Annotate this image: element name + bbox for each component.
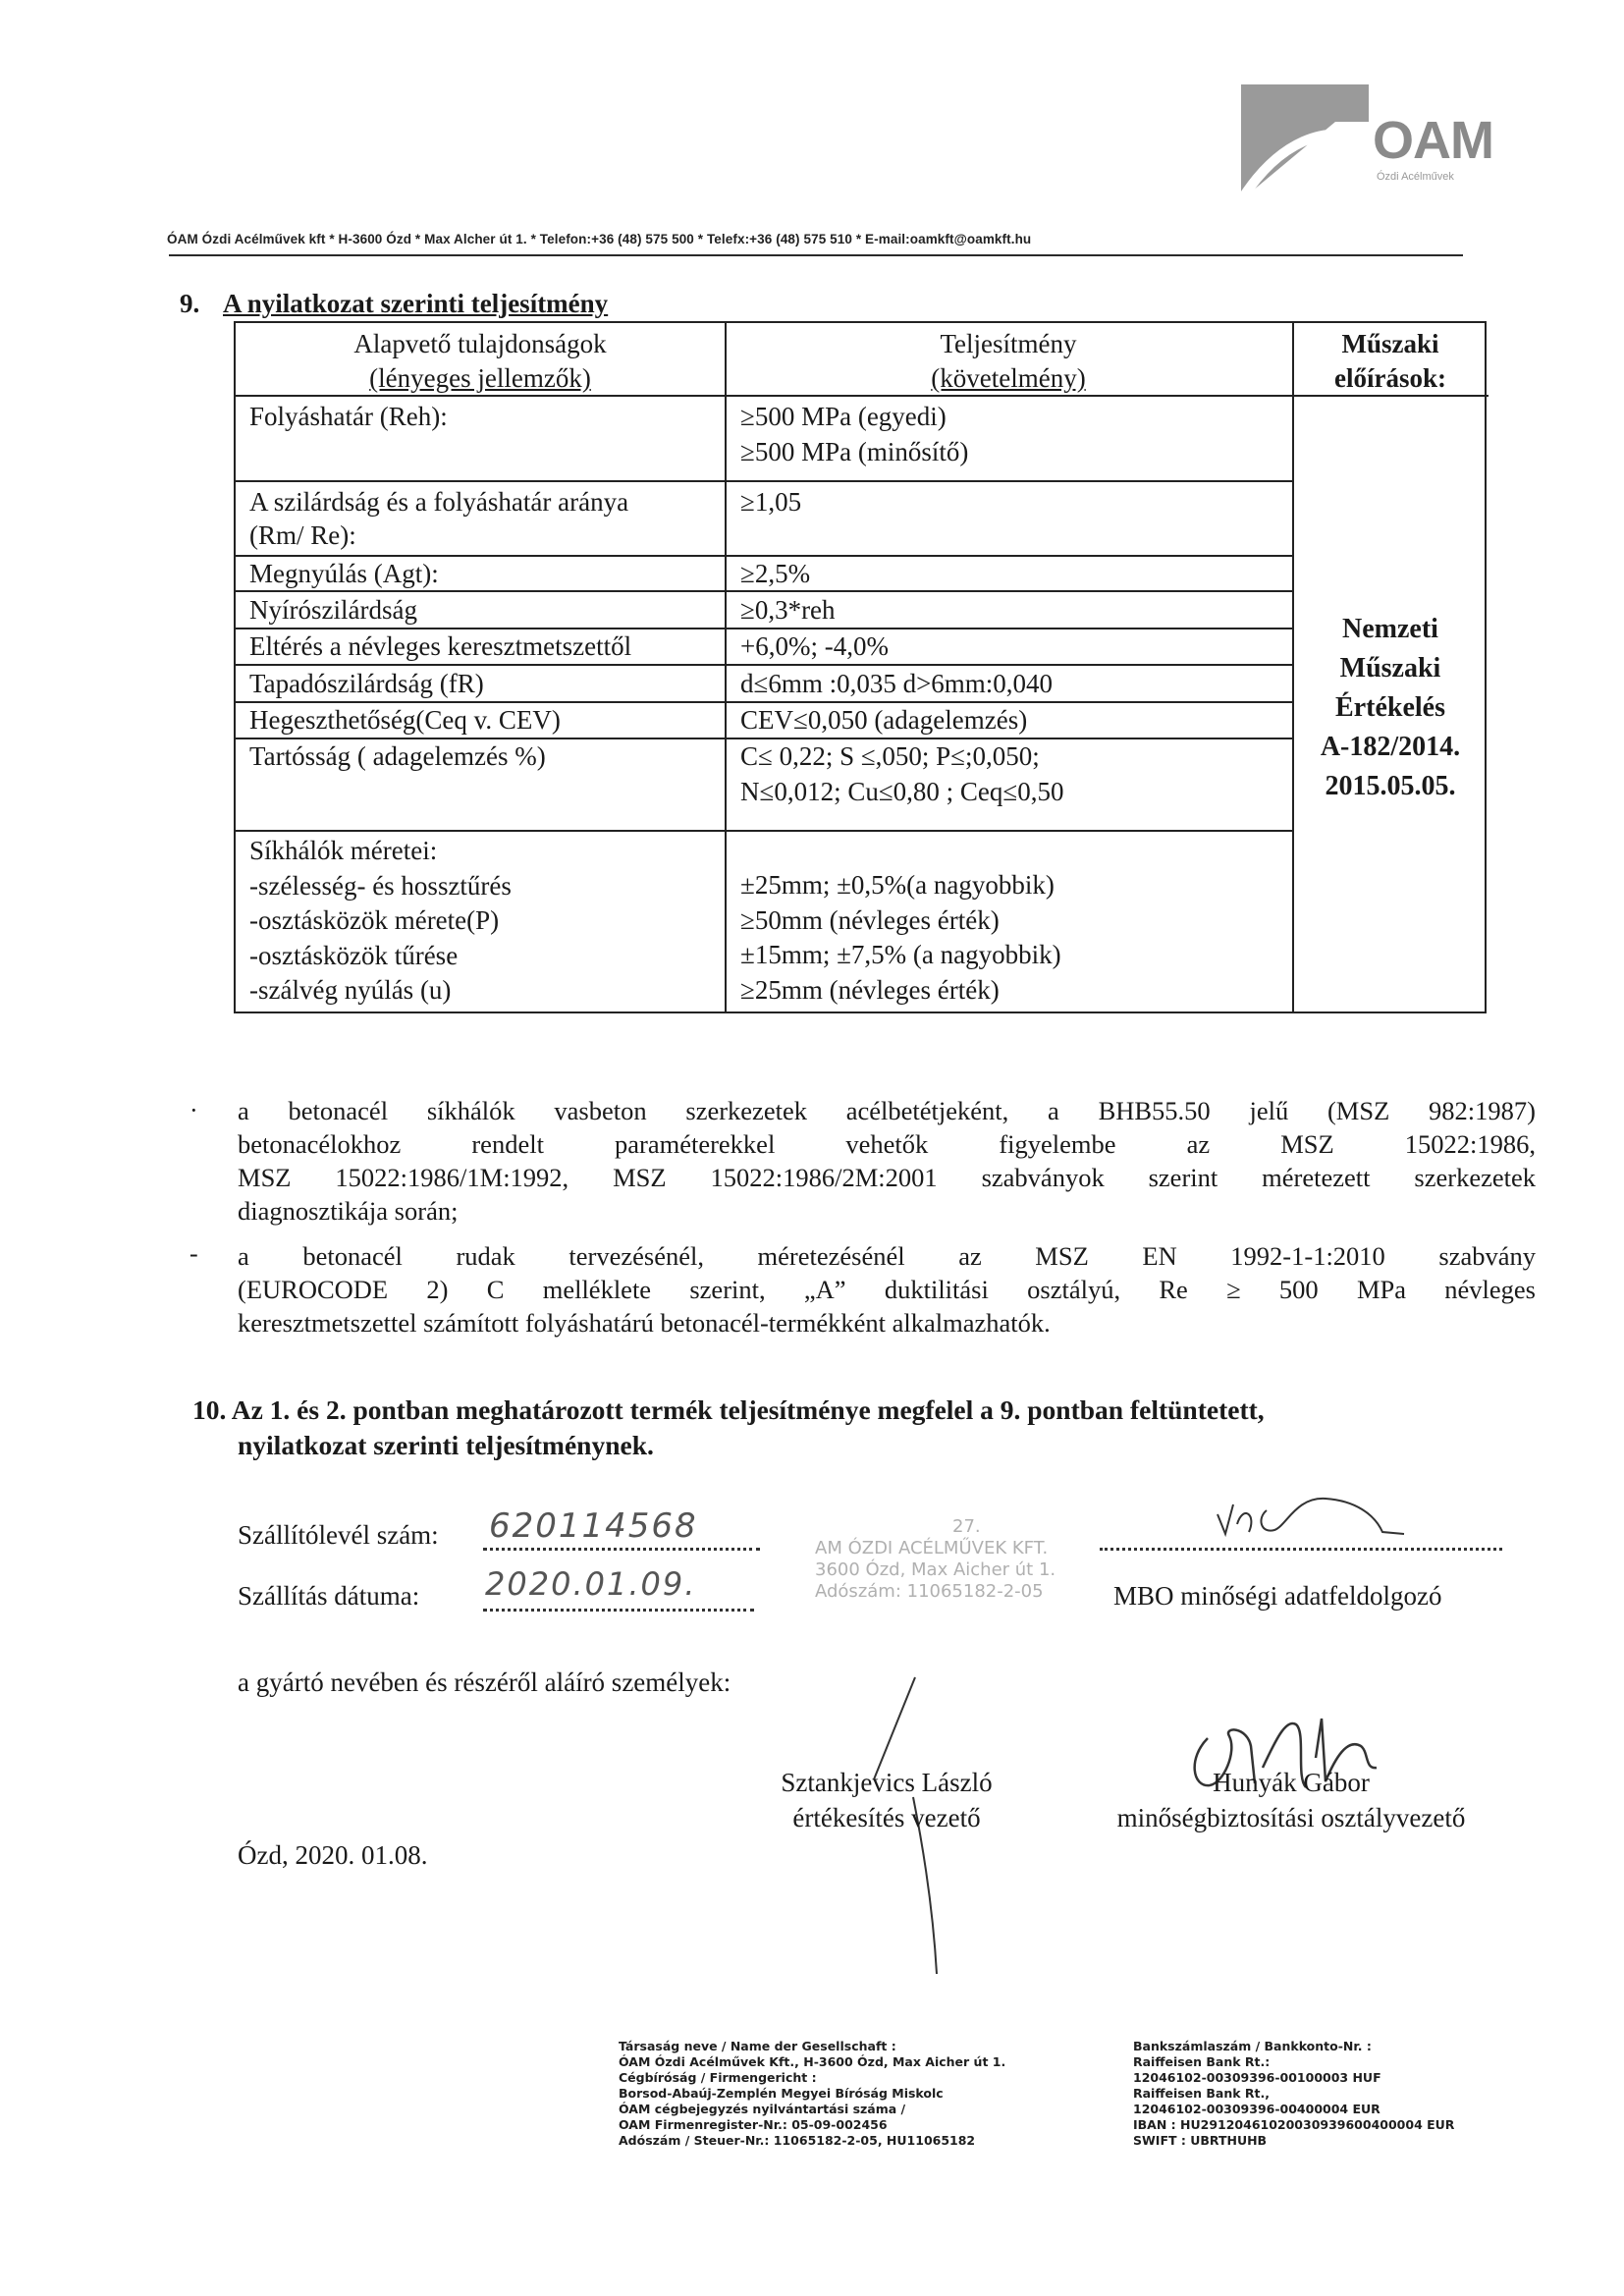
col3-header-line2: előírások: <box>1334 363 1446 393</box>
stamp-line: 3600 Ózd, Max Aicher út 1. <box>815 1559 1056 1580</box>
value-durability-1: C≤ 0,22; S ≤,050; P≤;0,050; <box>740 741 1040 771</box>
paragraph-line: diagnosztikája során; <box>238 1196 459 1226</box>
footer-line: IBAN : HU29120461020030939600400004 EUR <box>1133 2117 1455 2132</box>
footer-line: ÓAM Ózdi Acélművek Kft., H-3600 Ózd, Max Aicher út 1. <box>619 2054 1006 2069</box>
footer-line: Cégbíróság / Firmengericht : <box>619 2070 817 2085</box>
signer1-name: Sztankjevics László <box>781 1768 993 1797</box>
value-cross-section: +6,0%; -4,0% <box>740 631 889 661</box>
dims-value-line: ≥25mm (névleges érték) <box>740 974 1000 1005</box>
dims-value-line: ±15mm; ±7,5% (a nagyobbik) <box>740 940 1061 969</box>
delivery-note-value: 620114568 <box>489 1506 698 1546</box>
stamp-line: AM ÓZDI ACÉLMŰVEK KFT. <box>815 1538 1049 1558</box>
col2-header-line1: Teljesítmény <box>940 329 1077 358</box>
paragraph-line: a betonacél síkhálók vasbeton szerkezetek acélbetétjeként, a BHB55.50 jelű (MSZ 982:1987) <box>238 1096 1536 1125</box>
prop-strength-ratio-2: (Rm/ Re): <box>249 520 356 550</box>
col1-header <box>236 327 725 396</box>
delivery-date-value: 2020.01.09. <box>485 1565 697 1603</box>
paragraph-line: betonacélokhoz rendelt paraméterekkel vehetők figyelembe az MSZ 15022:1986, <box>238 1129 1536 1159</box>
paragraph-line: a betonacél rudak tervezésénél, méretezésénél az MSZ EN 1992-1-1:2010 szabvány <box>238 1241 1536 1271</box>
dims-prop-line: -szélesség- és hossztűrés <box>249 870 512 901</box>
company-stamp <box>815 1516 1056 1603</box>
footer-line: 12046102-00309396-00100003 HUF <box>1133 2070 1381 2085</box>
footer-line: Raiffeisen Bank Rt.: <box>1133 2054 1271 2069</box>
signer2-title: minőségbiztosítási osztályvezető <box>1116 1803 1466 1832</box>
dims-value-line: ±25mm; ±0,5%(a nagyobbik) <box>740 870 1055 900</box>
value-mesh-dimensions <box>740 868 1061 1008</box>
logo-subtext: Ózdi Acélművek <box>1377 171 1454 183</box>
footer-line: Raiffeisen Bank Rt., <box>1133 2086 1271 2101</box>
mbo-signature <box>1208 1485 1453 1554</box>
prop-shear-strength: Nyírószilárdság <box>249 595 417 625</box>
prop-weldability: Hegeszthetőség(Ceq v. CEV) <box>249 705 561 735</box>
table-row-divider <box>236 830 1292 832</box>
signers-label: a gyártó nevében és részéről aláíró személyek: <box>238 1667 731 1697</box>
company-contact-line: ÓAM Ózdi Acélművek kft * H-3600 Ózd * Max Alcher út 1. * Telefon:+36 (48) 575 500 * Telefx:+36 (48) 575 510 * E-mail:oamkft@oamkft.hu <box>167 232 1032 246</box>
paragraph-line: (EUROCODE 2) C melléklete szerint, „A” duktilitási osztályú, Re ≥ 500 MPa névleges <box>238 1275 1536 1304</box>
value-bond-strength: d≤6mm :0,035 d>6mm:0,040 <box>740 669 1054 698</box>
performance-table <box>234 321 1487 1013</box>
bullet-marker: · <box>189 1096 198 1124</box>
paragraph-line: MSZ 15022:1986/1M:1992, MSZ 15022:1986/2M:2001 szabványok szerint méretezett szerkezetek <box>238 1163 1536 1192</box>
standard-reference <box>1292 610 1489 806</box>
stamp-line: 27. <box>952 1516 981 1537</box>
standard-line: Nemzeti <box>1342 614 1438 644</box>
section-9-number: 9. <box>180 289 200 318</box>
signer2-name: Hunyák Gábor <box>1213 1768 1370 1797</box>
delivery-date-label: Szállítás dátuma: <box>238 1581 420 1611</box>
col1-header-line1: Alapvető tulajdonságok <box>353 329 607 358</box>
value-strength-ratio: ≥1,05 <box>740 487 802 517</box>
paragraph-line: keresztmetszettel számított folyáshatárú betonacél-termékként alkalmazhatók. <box>238 1308 1051 1338</box>
prop-yield-strength: Folyáshatár (Reh): <box>249 402 448 431</box>
value-yield-strength-2: ≥500 MPa (minősítő) <box>740 437 969 466</box>
prop-mesh-dimensions <box>249 834 512 1009</box>
prop-cross-section: Eltérés a névleges keresztmetszettől <box>249 631 632 661</box>
dims-prop-line: -osztásközök mérete(P) <box>249 905 500 935</box>
standard-line: 2015.05.05. <box>1325 771 1456 801</box>
value-shear-strength: ≥0,3*reh <box>740 595 836 625</box>
header-divider <box>169 254 1463 256</box>
section-9-title: A nyilatkozat szerinti teljesítmény <box>223 289 609 318</box>
value-yield-strength-1: ≥500 MPa (egyedi) <box>740 402 947 431</box>
col1-header-line2: (lényeges jellemzők) <box>369 363 591 393</box>
delivery-date-dotted-line <box>483 1609 754 1612</box>
value-weldability: CEV≤0,050 (adagelemzés) <box>740 705 1028 735</box>
section-10-statement <box>192 1393 1543 1463</box>
bullet-paragraph-1 <box>238 1094 1536 1228</box>
footer-line: Borsod-Abaúj-Zemplén Megyei Bíróság Miskolc <box>619 2086 944 2101</box>
table-row-divider <box>236 480 1292 482</box>
prop-strength-ratio: A szilárdság és a folyáshatár aránya <box>249 487 629 517</box>
footer-line: Társaság neve / Name der Gesellschaft : <box>619 2039 896 2053</box>
delivery-note-dotted-line <box>483 1548 760 1551</box>
logo-text: OAM <box>1373 111 1493 170</box>
stamp-line: Adószám: 11065182-2-05 <box>815 1581 1044 1602</box>
prop-bond-strength: Tapadószilárdság (fR) <box>249 669 484 698</box>
bullet-marker: - <box>189 1239 198 1268</box>
place-and-date: Ózd, 2020. 01.08. <box>238 1840 428 1870</box>
dims-prop-line: Síkhálók méretei: <box>249 836 438 865</box>
mbo-label: MBO minőségi adatfeldolgozó <box>1113 1581 1442 1611</box>
footer-line: OAM Firmenregister-Nr.: 05-09-002456 <box>619 2117 888 2132</box>
dims-prop-line: -szálvég nyúlás (u) <box>249 975 452 1005</box>
prop-durability: Tartósság ( adagelemzés %) <box>249 741 546 771</box>
footer-line: SWIFT : UBRTHUHB <box>1133 2133 1268 2148</box>
footer-line: 12046102-00309396-00400004 EUR <box>1133 2102 1380 2116</box>
section-9-heading <box>180 289 608 319</box>
delivery-note-label: Szállítólevél szám: <box>238 1520 439 1550</box>
signer1-title: értékesítés vezető <box>792 1803 981 1832</box>
dims-prop-line: -osztásközök tűrése <box>249 940 459 970</box>
company-logo <box>1239 82 1493 204</box>
bullet-paragraph-2 <box>238 1239 1536 1339</box>
col2-header <box>725 327 1292 396</box>
footer-line: ÓAM cégbejegyzés nyilvántartási száma / <box>619 2102 906 2116</box>
prop-elongation: Megnyúlás (Agt): <box>249 559 439 588</box>
section-10-line2: nyilatkozat szerinti teljesítménynek. <box>238 1430 654 1460</box>
footer-bank-info <box>1133 2039 1454 2149</box>
standard-line: A-182/2014. <box>1320 732 1461 762</box>
col3-header <box>1292 327 1489 396</box>
value-elongation: ≥2,5% <box>740 559 811 588</box>
table-col-divider <box>725 323 727 1011</box>
footer-company-info <box>619 2039 1005 2149</box>
footer-line: Bankszámlaszám / Bankkonto-Nr. : <box>1133 2039 1372 2053</box>
footer-line: Adószám / Steuer-Nr.: 11065182-2-05, HU11065182 <box>619 2133 976 2148</box>
standard-line: Műszaki <box>1339 653 1441 683</box>
col2-header-line2: (követelmény) <box>931 363 1086 393</box>
table-row-divider <box>236 664 1292 666</box>
dims-value-line: ≥50mm (névleges érték) <box>740 904 1000 935</box>
value-durability-2: N≤0,012; Cu≤0,80 ; Ceq≤0,50 <box>740 777 1064 806</box>
standard-line: Értékelés <box>1335 692 1445 723</box>
section-10-line1: 10. Az 1. és 2. pontban meghatározott termék teljesítménye megfelel a 9. pontban feltüntetett, <box>192 1394 1265 1425</box>
col3-header-line1: Műszaki <box>1341 329 1439 358</box>
